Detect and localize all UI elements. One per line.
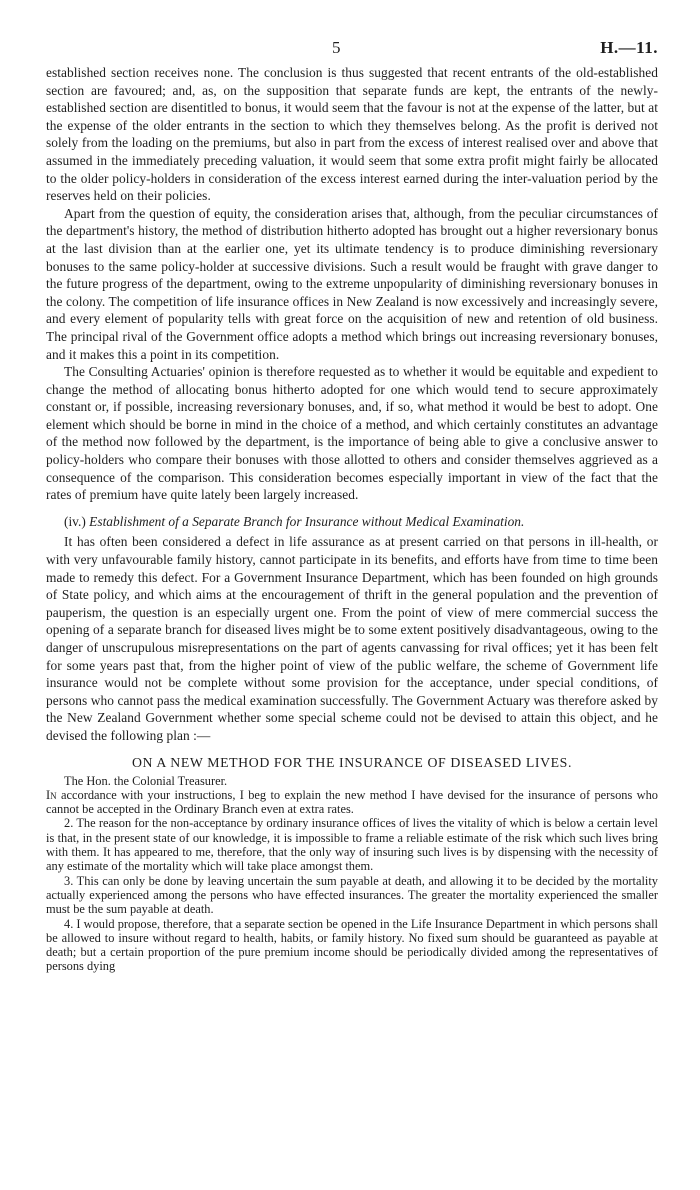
memo-opening (46, 788, 658, 817)
report-body (46, 64, 658, 745)
section-number: (iv.) (64, 513, 86, 529)
memo-item: 3. This can only be done by leaving uncertain the sum payable at death, and allowing it to be decided by the mortality actually experienced among the persons who have effected insurances. The greater the mortality experienced the smaller must be the sum payable at death. (46, 873, 658, 917)
memo-opening-text: accordance with your instructions, I beg to explain the new method I have devised for the insurance of persons who cannot be accepted in the Ordinary Branch even at extra rates. (46, 787, 658, 817)
memo-item: 2. The reason for the non-acceptance by ordinary insurance offices of lives the vitality of which is below a certain level is that, in the present state of our knowledge, it is impossible to frame a reliable estimate of the risk which such lives bring with them. It has appeared to me, therefore, that the only way of insuring such lives is by dispensing with the necessity of any estimate of the mortality which will take place amongst them. (46, 816, 658, 874)
document-code: H.—11. (600, 38, 658, 57)
paragraph-separate-branch: It has often been considered a defect in life assurance as at present carried on that persons in ill-health, or with very unfavourable family history, cannot participate in its benefits, and efforts have from time to time been made to remedy this defect. For a Government Insurance Department, which has been founded on high grounds of State policy, and which aims at the encouragement of thrift in the general population and the prevention of pauperism, the question is an especially urgent one. From the point of view of mere commercial success the opening of a separate branch for diseased lives might be to some extent positively disadvantageous, owing to the danger of unscrupulous misrepresentations on the part of agents canvassing for rival offices; yet it has been felt for some years past that, from the higher point of view of the public welfare, the scheme of Government life insurance would not be complete without some provision for the acceptance, under special conditions, of persons who cannot pass the medical examination successfully. The Government Actuary was therefore asked by the New Zealand Government whether some special scheme could not be devised to attain this object, and he devised the following plan :— (46, 534, 658, 743)
memo-body (46, 774, 658, 974)
paragraph-continued: established section receives none. The conclusion is thus suggested that recent entrants of the old-established section are favoured; and, as, on the supposition that separate funds are kept, the entrants of the newly-established section are disentitled to bonus, it would seem that the favour is not at the expense of the latter, but at the expense of the older entrants in the section to which they themselves belong. As the profit is derived not solely from the loading on the premiums, but also in part from the excess of interest realised over and above that assumed in the immediately preceding valuation, it would seem that some extra profit might fairly be allocated to the older policy-holders in consideration of the excess interest earned during the inter-valuation period by the reserves held on their policies. (46, 65, 658, 204)
section-heading (46, 513, 658, 531)
memo-title: ON A NEW METHOD FOR THE INSURANCE OF DISEASED LIVES. (131, 754, 572, 770)
page-number: 5 (332, 38, 341, 57)
paragraph-equity: Apart from the question of equity, the consideration arises that, although, from the peculiar circumstances of the department's history, the method of distribution hitherto adopted has brought out a higher reversionary bonus at the last division than at the earlier one, yet its ultimate tendency is to produce diminishing reversionary bonuses to the same policy-holder at successive divisions. Such a result would be fraught with grave danger to the future progress of the department, owing to the extreme unpopularity of diminishing reversionary bonuses in the colony. The competition of life insurance offices in New Zealand is now excessively and increasingly severe, and every element of popularity tells with great force on the acquisition of new and retention of old business. The principal rival of the Government office adopts a method which brings out increasing reversionary bonuses, and it makes this a point in its competition. (46, 205, 658, 362)
paragraph-consulting-actuaries: The Consulting Actuaries' opinion is therefore requested as to whether it would be equitable and expedient to change the method of allocating bonus hitherto adopted for one which would tend to secure approximately constant or, if possible, increasing reversionary bonuses, and, if so, what method it would be best to adopt. One element which should be borne in mind in the choice of a method, and which certainly constitutes an advantage of the method now followed by the department, is the importance of being able to give a conclusive answer to policy-holders who compare their bonuses with those allotted to others and consider themselves aggrieved as a consequence of the comparison. This consideration becomes especially important in view of the fact that the rates of premium have quite lately been largely increased. (46, 364, 658, 503)
document-page (46, 38, 658, 974)
section-title: Establishment of a Separate Branch for Insurance without Medical Examination. (89, 513, 525, 529)
memo-opening-word: In (46, 787, 57, 802)
memo-item: 4. I would propose, therefore, that a separate section be opened in the Life Insurance Department in which persons shall be allowed to insure without regard to health, habits, or family history. No fixed sum should be guaranteed as payable at death; but a certain proportion of the pure premium income should be periodically divided among the representatives of persons dying (46, 916, 658, 974)
memo-addressee: The Hon. the Colonial Treasurer. (64, 773, 228, 788)
page-header (46, 38, 658, 64)
